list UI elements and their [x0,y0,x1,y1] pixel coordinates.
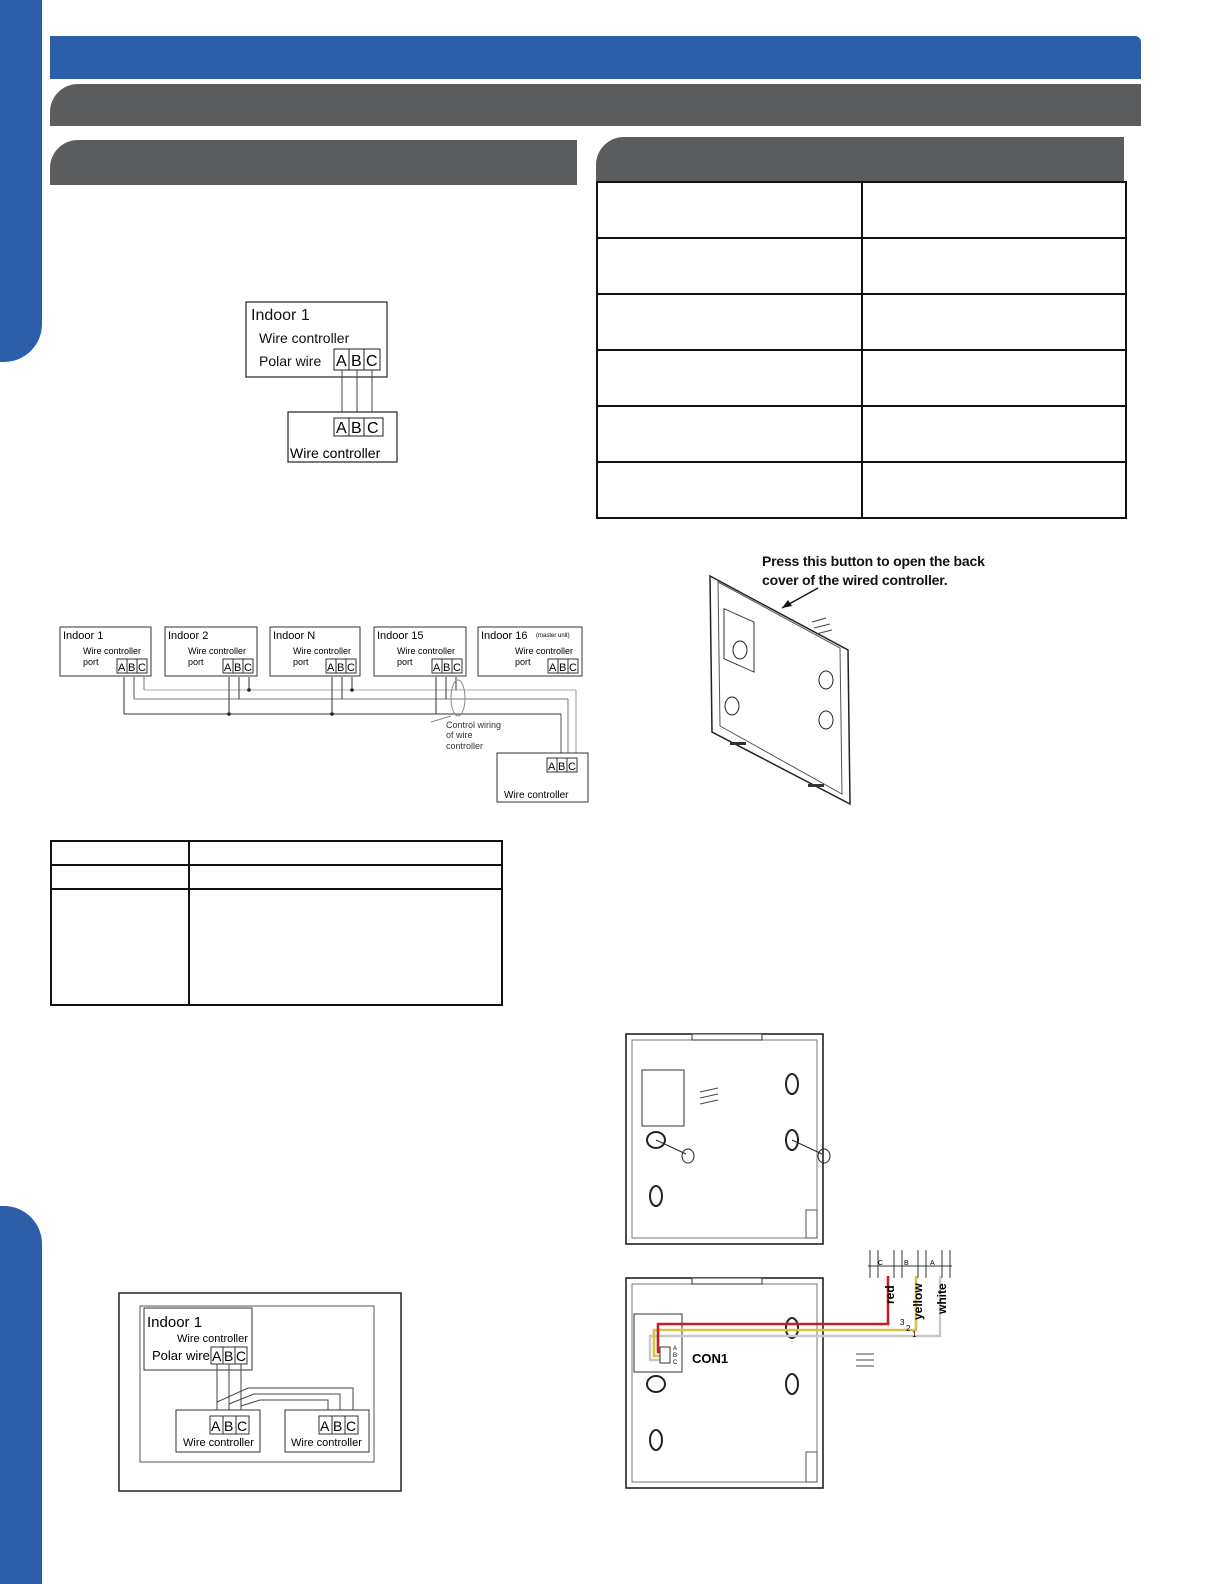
multi-indoor-diagram [56,622,596,808]
single-controller-diagram [240,296,405,468]
table-row [51,889,502,1005]
wire-label-red: red [883,1285,897,1304]
side-tab-bottom [0,1206,42,1584]
table-row [597,294,1126,350]
terminal-letter: B [128,662,136,674]
wire-controller-label: Wire controller [259,330,350,346]
indoor-label: Indoor 1 [147,1314,203,1331]
polar-wire-label: Polar wire [152,1348,210,1363]
control-wiring-label-3: controller [446,741,484,751]
terminal-letter-b: B [904,1260,909,1267]
terminal-letter: A [549,662,557,674]
polar-wire-label: Polar wire [259,353,322,369]
controller-b-label: Wire controller [291,1437,362,1449]
terminal-c: C [236,1348,247,1364]
terminal-letter-a: A [930,1260,935,1267]
terminal-letter: C [347,662,355,674]
controller-a-label: Wire controller [183,1437,254,1449]
terminal-letter: A [327,662,335,674]
indoor-label: Indoor 1 [251,307,310,324]
table-row [597,406,1126,462]
control-wiring-label-1: Control wiring [446,720,502,730]
terminal-letter: A [433,662,441,674]
ctrl-a-terminal-a: A [211,1418,221,1434]
indoor-unit-name: Indoor 15 [377,630,424,642]
wire-spec-table [50,840,503,1006]
dual-controller-diagram [118,1292,403,1494]
terminal-letter: A [118,662,126,674]
terminal-letter: C [138,662,146,674]
ctrl-terminal-a: A [548,761,556,773]
ctrl-a-terminal-b: B [224,1418,234,1434]
port-label-2: port [293,657,309,667]
terminal-letter: A [224,662,232,674]
terminal-letter-c: C [878,1260,884,1267]
controller-label: Wire controller [290,445,381,461]
wire-number-3: 3 [900,1318,905,1327]
pin-b: B [673,1353,678,1359]
ctrl-b-terminal-c: C [346,1418,357,1434]
port-label-1: Wire controller [83,646,142,656]
title-bar [50,36,1141,79]
terminal-a: A [212,1348,222,1364]
table-row [597,238,1126,294]
terminal-c: C [366,353,378,370]
pin-a: A [673,1346,678,1352]
mounting-plate-illustration [620,1030,850,1250]
terminal-b: B [224,1348,234,1364]
spec-table [596,181,1127,519]
table-row [51,841,502,865]
wire-number-2: 2 [906,1324,911,1333]
terminal-letter: B [559,662,567,674]
terminal-letter: B [234,662,242,674]
port-label-1: Wire controller [515,646,574,656]
port-label-2: port [83,657,99,667]
wire-label-yellow: yellow [911,1283,925,1320]
subtitle-bar [50,84,1141,126]
controller-label: Wire controller [504,790,569,801]
callout-line-1: Press this button to open the back [762,553,985,569]
side-tab-top [0,0,42,362]
port-label-2: port [188,657,204,667]
callout-line-2: cover of the wired controller. [762,572,948,588]
terminal-letter: B [443,662,451,674]
terminal-letter: C [569,662,577,674]
back-cover-illustration [700,570,860,814]
terminal-b: B [351,353,362,370]
port-label-1: Wire controller [293,646,352,656]
table-row [51,865,502,889]
table-row [597,182,1126,238]
wiring-illustration [620,1246,960,1494]
table-row [597,350,1126,406]
indoor-unit-name: Indoor 1 [63,630,104,642]
wire-label-white: white [935,1283,949,1314]
terminal-letter: C [453,662,461,674]
ctrl-a-terminal-c: C [237,1418,248,1434]
wire-controller-label: Wire controller [177,1333,248,1345]
connector-label: CON1 [692,1351,729,1366]
ctrl-b-terminal-a: A [320,1418,330,1434]
terminal-letter: B [337,662,345,674]
table-row [597,462,1126,518]
left-section-header [50,140,577,185]
ctrl-b-terminal-b: B [333,1418,343,1434]
ctrl-terminal-b: B [558,761,566,773]
indoor-unit-name: Indoor N [273,630,316,642]
indoor-unit-name: Indoor 16 [481,630,528,642]
indoor-unit-name: Indoor 2 [168,630,209,642]
ctrl-terminal-b: B [351,420,362,437]
wire-number-1: 1 [912,1330,917,1339]
terminal-letter: C [244,662,252,674]
ctrl-terminal-c: C [367,420,379,437]
ctrl-terminal-a: A [336,420,347,437]
ctrl-terminal-c: C [568,761,576,773]
control-wiring-label-2: of wire [446,730,473,740]
port-label-2: port [515,657,531,667]
right-section-header [596,137,1124,182]
port-label-1: Wire controller [397,646,456,656]
pin-c: C [673,1360,678,1366]
terminal-a: A [336,353,347,370]
port-label-1: Wire controller [188,646,247,656]
port-label-2: port [397,657,413,667]
indoor-unit-note: (master unit) [536,633,570,639]
